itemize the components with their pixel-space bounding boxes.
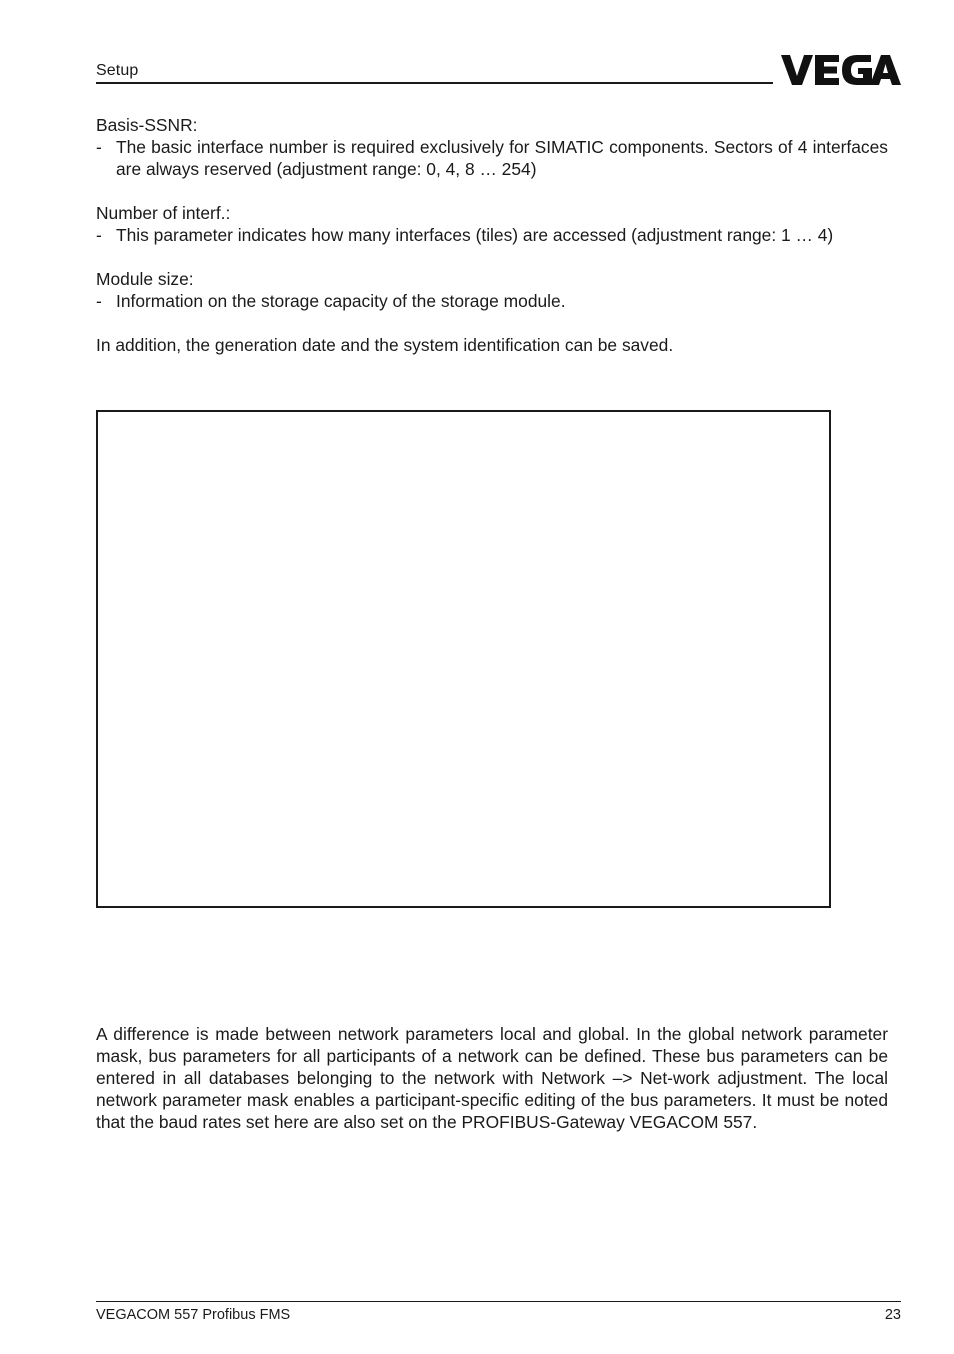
list-dash: - [96,291,102,311]
param-title: Number of interf.: [96,203,231,223]
section-label: Setup [96,62,139,79]
network-parameters-paragraph: A difference is made between network parameters local and global. In the global network parameter mask, bus parameters for all participants of a network can be defined. These bus parameters can be entered in all databases belonging to the network with Network –> Net-work adjustment. The local network parameter mask enables a participant-specific editing of the bus parameters. It must be noted that the baud rates set here are also set on the PROFIBUS-Gateway VEGACOM 557. [96,1024,888,1133]
list-dash: - [96,137,102,157]
footer-document-title: VEGACOM 557 Profibus FMS [96,1307,291,1323]
footer-rule [96,1301,901,1302]
param-description-text: This parameter indicates how many interfaces (tiles) are accessed (adjustment range: 1 … 4) [116,225,834,245]
param-description-text: Information on the storage capacity of the storage module. [116,291,566,311]
summary-text: In addition, the generation date and the system identification can be saved. [96,335,674,355]
param-title: Module size: [96,269,194,289]
vega-logo [781,52,901,88]
header-rule [96,82,773,84]
list-dash: - [96,225,102,245]
parameter-descriptions [96,114,888,356]
param-description [96,136,888,180]
footer-page-number: 23 [884,1307,901,1323]
param-description-text: The basic interface number is required exclusively for SIMATIC components. Sectors of 4 interfaces are always reserved (adjustment range: 0, 4, 8 … 254) [116,137,888,179]
param-description [96,224,888,246]
param-module-size [96,268,888,312]
param-basis-ssnr [96,114,888,180]
screenshot-placeholder-frame [96,410,831,908]
param-title: Basis-SSNR: [96,115,198,135]
param-description [96,290,888,312]
param-number-of-interfaces [96,202,888,246]
